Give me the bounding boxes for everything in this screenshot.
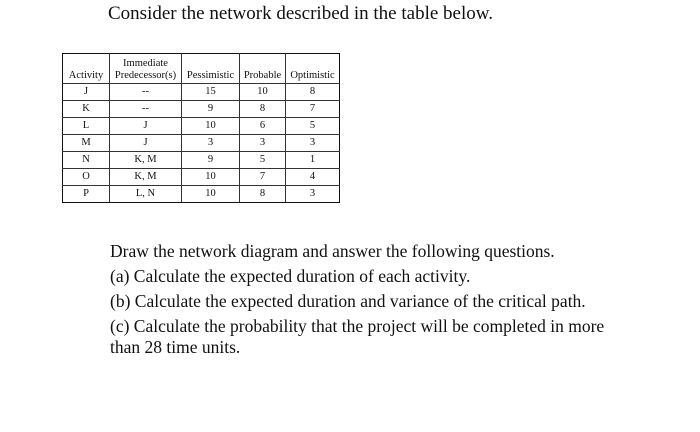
cell-pessimistic: 15 <box>182 84 240 101</box>
question-c: (c) Calculate the probability that the project will be completed in more than 28 time units. <box>110 316 605 357</box>
table-row <box>63 152 340 169</box>
table-row <box>63 101 340 118</box>
cell-probable: 7 <box>240 169 286 186</box>
table-row <box>63 84 340 101</box>
intro-text: Consider the network described in the table below. <box>108 3 493 24</box>
cell-probable: 10 <box>240 84 286 101</box>
header-predecessor-line2: Predecessor(s) <box>114 70 177 81</box>
cell-pessimistic: 9 <box>182 152 240 169</box>
header-predecessor <box>110 54 182 84</box>
table-row <box>63 169 340 186</box>
table-row <box>63 118 340 135</box>
cell-optimistic: 1 <box>286 152 340 169</box>
cell-pessimistic: 10 <box>182 186 240 203</box>
cell-probable: 5 <box>240 152 286 169</box>
cell-activity: N <box>63 152 110 169</box>
header-predecessor-line1: Immediate <box>123 58 168 69</box>
table-row <box>63 135 340 152</box>
cell-activity: M <box>63 135 110 152</box>
cell-predecessor: J <box>110 118 182 135</box>
cell-probable: 8 <box>240 101 286 118</box>
cell-optimistic: 4 <box>286 169 340 186</box>
header-pessimistic: Pessimistic <box>182 54 240 84</box>
cell-pessimistic: 3 <box>182 135 240 152</box>
cell-predecessor: -- <box>110 101 182 118</box>
cell-optimistic: 5 <box>286 118 340 135</box>
cell-optimistic: 8 <box>286 84 340 101</box>
cell-pessimistic: 10 <box>182 118 240 135</box>
cell-pessimistic: 10 <box>182 169 240 186</box>
table-header-row <box>63 54 340 84</box>
cell-activity: P <box>63 186 110 203</box>
cell-optimistic: 3 <box>286 186 340 203</box>
cell-probable: 8 <box>240 186 286 203</box>
header-probable: Probable <box>240 54 286 84</box>
cell-probable: 6 <box>240 118 286 135</box>
network-table <box>62 53 340 203</box>
cell-predecessor: L, N <box>110 186 182 203</box>
cell-predecessor: -- <box>110 84 182 101</box>
cell-predecessor: J <box>110 135 182 152</box>
cell-activity: O <box>63 169 110 186</box>
questions-block <box>110 241 630 362</box>
cell-pessimistic: 9 <box>182 101 240 118</box>
cell-activity: K <box>63 101 110 118</box>
question-instruction: Draw the network diagram and answer the following questions. <box>110 241 555 261</box>
cell-probable: 3 <box>240 135 286 152</box>
cell-predecessor: K, M <box>110 152 182 169</box>
cell-activity: J <box>63 84 110 101</box>
table-row <box>63 186 340 203</box>
header-optimistic: Optimistic <box>286 54 340 84</box>
question-b: (b) Calculate the expected duration and variance of the critical path. <box>110 291 586 311</box>
question-a: (a) Calculate the expected duration of each activity. <box>110 266 471 286</box>
header-activity: Activity <box>63 54 110 84</box>
cell-optimistic: 3 <box>286 135 340 152</box>
cell-activity: L <box>63 118 110 135</box>
cell-predecessor: K, M <box>110 169 182 186</box>
cell-optimistic: 7 <box>286 101 340 118</box>
